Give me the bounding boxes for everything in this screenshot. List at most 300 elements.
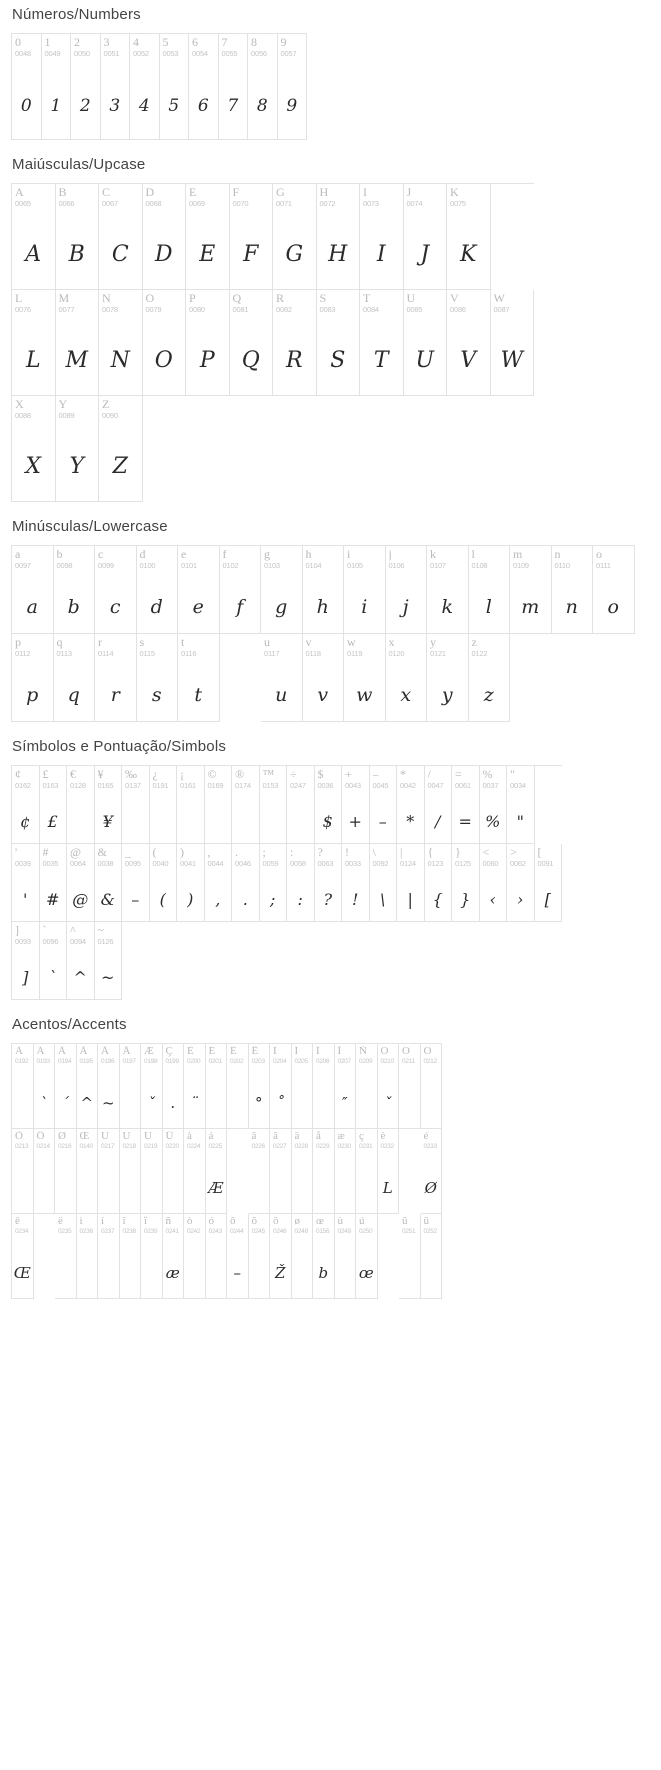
glyph-sample: y: [441, 684, 453, 706]
glyph-cell[interactable]: [230, 184, 274, 290]
glyph-code-label: 0034: [510, 781, 526, 790]
glyph-code-label: 0216: [58, 1143, 72, 1150]
glyph-cell[interactable]: [315, 766, 343, 844]
glyph-cell[interactable]: [206, 1044, 228, 1129]
glyph-code-label: 0238: [122, 1228, 136, 1235]
glyph-cell[interactable]: [178, 546, 220, 634]
glyph-cell[interactable]: [270, 1044, 292, 1129]
glyph-code-label: 0231: [359, 1143, 373, 1150]
glyph-cell[interactable]: [12, 34, 42, 140]
glyph-cell-header: [220, 546, 261, 570]
section-title: Números/Numbers: [12, 6, 141, 23]
glyph-character-label: <: [482, 846, 490, 859]
glyph-cell[interactable]: [249, 1044, 271, 1129]
glyph-cell[interactable]: [12, 1129, 34, 1214]
glyph-cell-header: [12, 34, 41, 58]
glyph-cell[interactable]: [378, 1129, 400, 1214]
glyph-cell[interactable]: [12, 1214, 34, 1299]
glyph-cell-header: [273, 184, 316, 208]
glyph-cell-header: [160, 34, 189, 58]
glyph-character-label: Ô: [423, 1046, 432, 1057]
glyph-cell[interactable]: [230, 290, 274, 396]
glyph-code-label: 0091: [537, 859, 554, 868]
glyph-cell[interactable]: [507, 766, 535, 844]
glyph-cell[interactable]: [249, 1129, 271, 1214]
glyph-sample: J: [420, 242, 430, 267]
glyph-code-label: 0249: [337, 1228, 351, 1235]
glyph-cell[interactable]: [227, 1044, 249, 1129]
glyph-cell[interactable]: [313, 1129, 335, 1214]
glyph-character-label: æ: [337, 1131, 345, 1142]
glyph-cell-header: [356, 1214, 377, 1236]
glyph-code-label: 0252: [423, 1228, 437, 1235]
glyph-cell[interactable]: [163, 1214, 185, 1299]
glyph-cell[interactable]: [77, 1044, 99, 1129]
glyph-cell[interactable]: [287, 766, 315, 844]
glyph-cell[interactable]: [12, 634, 54, 722]
glyph-cell[interactable]: [98, 1129, 120, 1214]
glyph-code-label: 0067: [102, 199, 118, 208]
glyph-cell[interactable]: [40, 844, 68, 922]
glyph-cell[interactable]: [270, 1214, 292, 1299]
glyph-cell[interactable]: [232, 844, 260, 922]
glyph-cell[interactable]: [370, 766, 398, 844]
glyph-cell[interactable]: [95, 922, 123, 1000]
glyph-cell[interactable]: [143, 184, 187, 290]
glyph-cell[interactable]: [150, 766, 178, 844]
glyph-character-label: %: [482, 768, 493, 781]
glyph-cell[interactable]: [356, 1214, 378, 1299]
glyph-code-label: 0200: [187, 1058, 201, 1065]
glyph-code-label: 0245: [251, 1228, 265, 1235]
glyph-cell[interactable]: [447, 290, 491, 396]
glyph-cell[interactable]: [12, 922, 40, 1000]
glyph-cell[interactable]: [335, 1044, 357, 1129]
glyph-code-label: 0075: [450, 199, 466, 208]
glyph-character-label: Ø: [58, 1131, 66, 1142]
glyph-cell[interactable]: [56, 396, 100, 502]
glyph-code-label: 0109: [513, 561, 529, 570]
glyph-cell[interactable]: [335, 1129, 357, 1214]
glyph-code-label: 0079: [145, 305, 162, 314]
glyph-character-label: Ï: [337, 1046, 342, 1057]
glyph-sample: h: [316, 596, 329, 618]
glyph-cell[interactable]: [186, 290, 230, 396]
glyph-row: [12, 546, 635, 634]
glyph-cell-header: [34, 1044, 55, 1066]
glyph-cell[interactable]: [227, 1214, 249, 1299]
glyph-cell[interactable]: [56, 184, 100, 290]
glyph-cell[interactable]: [54, 634, 96, 722]
glyph-character-label: ò: [187, 1216, 193, 1227]
glyph-cell[interactable]: [303, 546, 345, 634]
glyph-cell[interactable]: [315, 844, 343, 922]
glyph-cell[interactable]: [386, 634, 428, 722]
glyph-character-label: @: [70, 846, 82, 859]
glyph-cell[interactable]: [40, 922, 68, 1000]
glyph-cell[interactable]: [261, 546, 303, 634]
glyph-cell[interactable]: [480, 766, 508, 844]
glyph-cell[interactable]: [469, 546, 511, 634]
glyph-cell-header: [342, 766, 369, 790]
glyph-cell-spacer: [378, 1214, 400, 1299]
glyph-code-label: 0125: [455, 859, 471, 868]
glyph-cell[interactable]: [535, 844, 563, 922]
glyph-sample: E: [199, 242, 216, 267]
glyph-character-label: [37, 1216, 52, 1229]
glyph-cell[interactable]: [219, 34, 249, 140]
glyph-character-label: â: [251, 1131, 257, 1142]
glyph-cell[interactable]: [186, 184, 230, 290]
glyph-cell-header: [287, 766, 314, 790]
glyph-cell[interactable]: [120, 1044, 142, 1129]
glyph-cell[interactable]: [71, 34, 101, 140]
glyph-cell-header: [232, 766, 259, 790]
glyph-cell[interactable]: [178, 634, 220, 722]
glyph-cell[interactable]: [421, 1044, 443, 1129]
glyph-cell[interactable]: [273, 184, 317, 290]
glyph-code-label: 0101: [181, 561, 197, 570]
glyph-cell[interactable]: [232, 766, 260, 844]
glyph-cell[interactable]: [303, 634, 345, 722]
glyph-code-label: 0103: [264, 561, 280, 570]
glyph-cell[interactable]: [425, 844, 453, 922]
glyph-character-label: Q: [232, 292, 242, 305]
glyph-cell[interactable]: [342, 766, 370, 844]
glyph-cell[interactable]: [67, 766, 95, 844]
glyph-cell-header: [370, 844, 397, 868]
glyph-cell[interactable]: [397, 844, 425, 922]
glyph-cell[interactable]: [278, 34, 308, 140]
glyph-cell[interactable]: [54, 546, 96, 634]
glyph-cell[interactable]: [150, 844, 178, 922]
glyph-sample: 4: [138, 96, 150, 116]
glyph-cell[interactable]: [141, 1129, 163, 1214]
glyph-cell-header: [220, 634, 261, 650]
glyph-sample: #: [46, 890, 60, 909]
glyph-code-label: 0078: [102, 305, 118, 314]
glyph-sample: ″: [341, 1094, 348, 1112]
glyph-cell-header: [507, 766, 534, 790]
glyph-cell-header: [98, 1214, 119, 1236]
glyph-cell[interactable]: [469, 634, 511, 722]
glyph-cell[interactable]: [452, 844, 480, 922]
glyph-cell[interactable]: [317, 184, 361, 290]
glyph-code-label: 0161: [180, 781, 196, 790]
glyph-cell-header: [67, 922, 94, 946]
glyph-cell[interactable]: [287, 844, 315, 922]
glyph-cell[interactable]: [220, 546, 262, 634]
glyph-cell[interactable]: [335, 1214, 357, 1299]
glyph-cell[interactable]: [360, 290, 404, 396]
glyph-code-label: 0036: [317, 781, 334, 790]
glyph-cell[interactable]: [98, 1044, 120, 1129]
glyph-sample: `: [40, 1094, 48, 1112]
glyph-grid: [11, 765, 562, 1000]
glyph-cell-header: [130, 34, 159, 58]
glyph-code-label: 0045: [372, 781, 389, 790]
glyph-sample: P: [199, 348, 215, 373]
glyph-cell[interactable]: [137, 634, 179, 722]
glyph-cell[interactable]: [249, 1214, 271, 1299]
glyph-cell[interactable]: [67, 922, 95, 1000]
glyph-code-label: 0062: [510, 859, 526, 868]
glyph-cell[interactable]: [184, 1044, 206, 1129]
glyph-cell[interactable]: [12, 1044, 34, 1129]
glyph-character-label: á: [208, 1131, 214, 1142]
glyph-cell[interactable]: [292, 1129, 314, 1214]
glyph-character-label: O: [145, 292, 155, 305]
glyph-cell[interactable]: [344, 546, 386, 634]
glyph-sample: 8: [256, 96, 268, 116]
glyph-code-label: 0225: [208, 1143, 222, 1150]
glyph-code-label: 0074: [406, 199, 423, 208]
glyph-code-label: 0153: [262, 781, 279, 790]
glyph-character-label: û: [402, 1216, 408, 1227]
glyph-cell[interactable]: [205, 766, 233, 844]
glyph-cell[interactable]: [292, 1044, 314, 1129]
glyph-cell[interactable]: [421, 1214, 443, 1299]
glyph-sample: d: [150, 596, 163, 618]
glyph-sample: v: [317, 684, 329, 706]
glyph-sample: 9: [286, 96, 298, 116]
glyph-cell[interactable]: [99, 290, 143, 396]
glyph-cell[interactable]: [593, 546, 635, 634]
glyph-cell[interactable]: [120, 1214, 142, 1299]
glyph-cell-header: [427, 634, 468, 658]
glyph-character-label: N: [102, 292, 111, 305]
glyph-sample: g: [275, 596, 288, 618]
glyph-cell[interactable]: [356, 1129, 378, 1214]
glyph-code-label: 0059: [262, 859, 279, 868]
glyph-cell[interactable]: [163, 1044, 185, 1129]
glyph-cell-header: [491, 290, 534, 314]
glyph-cell[interactable]: [141, 1044, 163, 1129]
glyph-code-label: 0244: [230, 1228, 244, 1235]
glyph-code-label: 0128: [70, 781, 86, 790]
glyph-cell[interactable]: [260, 766, 288, 844]
glyph-cell[interactable]: [452, 766, 480, 844]
glyph-cell[interactable]: [313, 1214, 335, 1299]
glyph-cell[interactable]: [40, 766, 68, 844]
glyph-cell[interactable]: [55, 1129, 77, 1214]
glyph-cell[interactable]: [427, 546, 469, 634]
glyph-character-label: {: [427, 846, 434, 859]
glyph-cell[interactable]: [95, 546, 137, 634]
glyph-code-label: 0203: [251, 1058, 265, 1065]
glyph-sample: &: [100, 890, 115, 909]
glyph-cell[interactable]: [12, 766, 40, 844]
glyph-character-label: =: [455, 768, 462, 781]
glyph-cell[interactable]: [344, 634, 386, 722]
glyph-cell[interactable]: [386, 546, 428, 634]
glyph-cell[interactable]: [95, 766, 123, 844]
glyph-sample: I: [376, 242, 386, 267]
glyph-cell[interactable]: [480, 844, 508, 922]
glyph-cell[interactable]: [55, 1044, 77, 1129]
glyph-cell[interactable]: [447, 184, 491, 290]
glyph-cell-header: [120, 1214, 141, 1236]
glyph-cell[interactable]: [184, 1214, 206, 1299]
glyph-cell[interactable]: [120, 1129, 142, 1214]
glyph-cell[interactable]: [77, 1214, 99, 1299]
glyph-cell[interactable]: [95, 634, 137, 722]
glyph-cell[interactable]: [95, 844, 123, 922]
glyph-cell-header: [143, 290, 186, 314]
glyph-cell[interactable]: [12, 546, 54, 634]
glyph-cell-header: [317, 184, 360, 208]
glyph-cell-header: [447, 290, 490, 314]
glyph-cell[interactable]: [56, 290, 100, 396]
glyph-cell[interactable]: [260, 844, 288, 922]
glyph-cell-header: [163, 1129, 184, 1151]
glyph-character-label: ú: [359, 1216, 365, 1227]
glyph-cell[interactable]: [317, 290, 361, 396]
glyph-cell[interactable]: [404, 290, 448, 396]
glyph-cell[interactable]: [421, 1129, 443, 1214]
glyph-code-label: 0097: [15, 561, 31, 570]
glyph-character-label: I: [363, 186, 367, 199]
glyph-cell[interactable]: [425, 766, 453, 844]
glyph-cell-header: [303, 546, 344, 570]
glyph-cell[interactable]: [67, 844, 95, 922]
glyph-cell[interactable]: [206, 1214, 228, 1299]
glyph-cell[interactable]: [141, 1214, 163, 1299]
glyph-cell[interactable]: [163, 1129, 185, 1214]
glyph-character-label: Û: [144, 1131, 152, 1142]
glyph-code-label: 0068: [145, 199, 162, 208]
glyph-code-label: 0048: [15, 49, 31, 58]
glyph-cell[interactable]: [399, 1214, 421, 1299]
glyph-cell[interactable]: [34, 1129, 56, 1214]
glyph-cell[interactable]: [292, 1214, 314, 1299]
glyph-cell[interactable]: [160, 34, 190, 140]
glyph-cell[interactable]: [12, 844, 40, 922]
glyph-code-label: 0117: [264, 649, 280, 658]
glyph-cell[interactable]: [122, 766, 150, 844]
glyph-cell[interactable]: [397, 766, 425, 844]
glyph-character-label: K: [450, 186, 459, 199]
glyph-cell[interactable]: [510, 546, 552, 634]
glyph-cell[interactable]: [356, 1044, 378, 1129]
glyph-cell-header: [98, 1129, 119, 1151]
glyph-cell[interactable]: [177, 766, 205, 844]
glyph-cell[interactable]: [101, 34, 131, 140]
glyph-cell[interactable]: [427, 634, 469, 722]
glyph-character-label: ": [510, 768, 515, 781]
glyph-cell[interactable]: [552, 546, 594, 634]
glyph-code-label: 0039: [15, 859, 31, 868]
glyph-character-label: j: [388, 548, 392, 561]
glyph-cell[interactable]: [404, 184, 448, 290]
glyph-cell[interactable]: [507, 844, 535, 922]
glyph-cell[interactable]: [184, 1129, 206, 1214]
glyph-character-label: q: [56, 636, 63, 649]
glyph-character-label: ™: [262, 768, 275, 781]
glyph-cell[interactable]: [137, 546, 179, 634]
glyph-sample: ~: [101, 968, 115, 987]
glyph-character-label: d: [139, 548, 146, 561]
glyph-code-label: 0220: [165, 1143, 179, 1150]
glyph-cell[interactable]: [491, 290, 535, 396]
glyph-cell[interactable]: [205, 844, 233, 922]
glyph-character-label: É: [208, 1046, 216, 1057]
glyph-grid: [11, 545, 635, 722]
glyph-code-label: 0092: [372, 859, 389, 868]
glyph-sample: L: [25, 348, 41, 373]
glyph-code-label: 0247: [290, 781, 306, 790]
glyph-cell-header: [122, 844, 149, 868]
glyph-cell-header: [397, 766, 424, 790]
glyph-sample: 6: [197, 96, 209, 116]
glyph-cell-header: [12, 1129, 33, 1151]
glyph-cell[interactable]: [378, 1044, 400, 1129]
glyph-cell[interactable]: [399, 1044, 421, 1129]
glyph-cell-header: [315, 844, 342, 868]
glyph-cell[interactable]: [313, 1044, 335, 1129]
glyph-cell[interactable]: [130, 34, 160, 140]
glyph-sample: K: [460, 242, 477, 267]
glyph-cell[interactable]: [99, 184, 143, 290]
glyph-cell[interactable]: [122, 844, 150, 922]
glyph-cell[interactable]: [248, 34, 278, 140]
glyph-cell[interactable]: [77, 1129, 99, 1214]
glyph-code-label: 0084: [363, 305, 379, 314]
glyph-character-label: _: [125, 846, 131, 859]
glyph-sample: 3: [109, 96, 121, 116]
glyph-cell[interactable]: [261, 634, 303, 722]
glyph-cell[interactable]: [98, 1214, 120, 1299]
glyph-cell[interactable]: [55, 1214, 77, 1299]
glyph-row: [12, 34, 307, 140]
glyph-cell-header: [507, 844, 534, 868]
glyph-cell-header: [206, 1044, 227, 1066]
glyph-cell[interactable]: [370, 844, 398, 922]
glyph-character-label: ]: [15, 924, 19, 937]
glyph-sample: 7: [227, 96, 239, 116]
glyph-cell[interactable]: [34, 1044, 56, 1129]
glyph-cell[interactable]: [42, 34, 72, 140]
glyph-cell[interactable]: [206, 1129, 228, 1214]
glyph-cell[interactable]: [360, 184, 404, 290]
glyph-cell-header: [260, 766, 287, 790]
glyph-code-label: 0239: [144, 1228, 158, 1235]
glyph-cell-header: [55, 1214, 76, 1236]
glyph-cell[interactable]: [342, 844, 370, 922]
glyph-cell[interactable]: [143, 290, 187, 396]
glyph-character-label: ñ: [165, 1216, 171, 1227]
glyph-cell[interactable]: [12, 290, 56, 396]
glyph-cell[interactable]: [189, 34, 219, 140]
glyph-cell[interactable]: [99, 396, 143, 502]
glyph-sample: %: [485, 812, 501, 831]
glyph-cell[interactable]: [270, 1129, 292, 1214]
glyph-cell[interactable]: [12, 396, 56, 502]
glyph-cell[interactable]: [273, 290, 317, 396]
glyph-cell-header: [141, 1214, 162, 1236]
glyph-code-label: 0140: [79, 1143, 93, 1150]
glyph-cell-header: [399, 1214, 420, 1236]
glyph-character-label: ©: [207, 768, 217, 781]
glyph-character-label: C: [102, 186, 111, 199]
glyph-character-label: ¥: [97, 768, 104, 781]
glyph-character-label: t: [181, 636, 185, 649]
glyph-cell-header: [205, 766, 232, 790]
glyph-cell[interactable]: [177, 844, 205, 922]
glyph-cell[interactable]: [12, 184, 56, 290]
glyph-sample: i: [361, 596, 368, 618]
glyph-character-label: H: [319, 186, 329, 199]
